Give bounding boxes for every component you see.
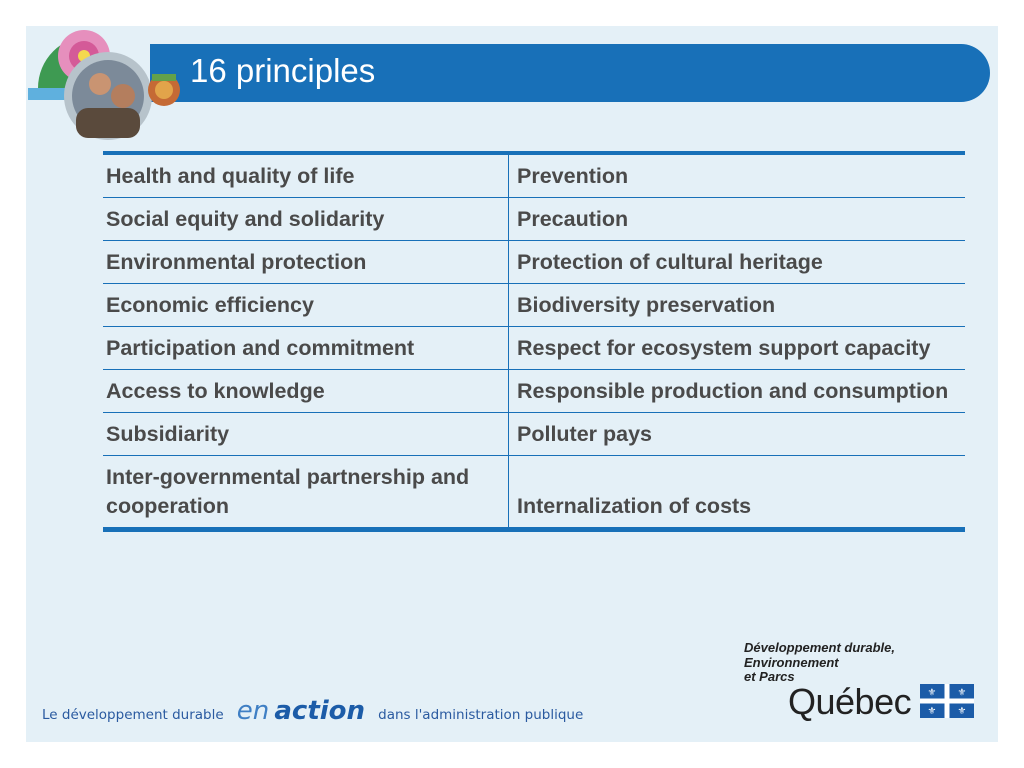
table-row: [103, 370, 965, 413]
logo-photo-collage: [28, 26, 188, 144]
principle-cell: Access to knowledge: [103, 370, 509, 413]
principle-cell: Subsidiarity: [103, 413, 509, 456]
principle-cell: Responsible production and consumption: [509, 370, 966, 413]
svg-text:⚜: ⚜: [957, 687, 967, 699]
table-row: [103, 241, 965, 284]
principle-cell: Internalization of costs: [517, 494, 752, 518]
principle-cell: Prevention: [509, 153, 966, 198]
principle-cell: Environmental protection: [103, 241, 509, 284]
principle-cell: Inter-governmental partnership and cooperation: [103, 456, 509, 530]
table-row: [103, 198, 965, 241]
svg-text:⚜: ⚜: [927, 687, 937, 699]
ministry-line: Développement durable,: [744, 640, 895, 655]
page-title: 16 principles: [190, 52, 376, 89]
principle-cell: Biodiversity preservation: [509, 284, 966, 327]
table-row: [103, 456, 965, 530]
footer-prefix: Le développement durable: [42, 707, 224, 723]
footer-en: en: [236, 696, 270, 726]
svg-text:⚜: ⚜: [927, 706, 937, 717]
principle-cell: Participation and commitment: [103, 327, 509, 370]
principle-cell: Polluter pays: [509, 413, 966, 456]
table-row: [103, 153, 965, 198]
principles-table: [103, 151, 965, 532]
quebec-flag-icon: [920, 684, 974, 718]
svg-text:⚜: ⚜: [957, 706, 967, 717]
principle-cell: Respect for ecosystem support capacity: [509, 327, 966, 370]
principle-cell: Health and quality of life: [103, 153, 509, 198]
table-row: [103, 284, 965, 327]
principle-cell: Social equity and solidarity: [103, 198, 509, 241]
footer-action: action: [274, 696, 366, 726]
principle-cell: Economic efficiency: [103, 284, 509, 327]
footer-tagline: [42, 696, 583, 726]
principle-cell: Protection of cultural heritage: [509, 241, 966, 284]
ministry-line: Environnement: [744, 654, 839, 670]
table-row: [103, 413, 965, 456]
table-row: [103, 327, 965, 370]
quebec-wordmark: Québec: [788, 681, 912, 722]
ministry-name: [744, 641, 895, 685]
ministry-line: et Parcs: [744, 669, 795, 684]
principle-cell: Precaution: [509, 198, 966, 241]
footer-suffix: dans l'administration publique: [378, 707, 584, 723]
